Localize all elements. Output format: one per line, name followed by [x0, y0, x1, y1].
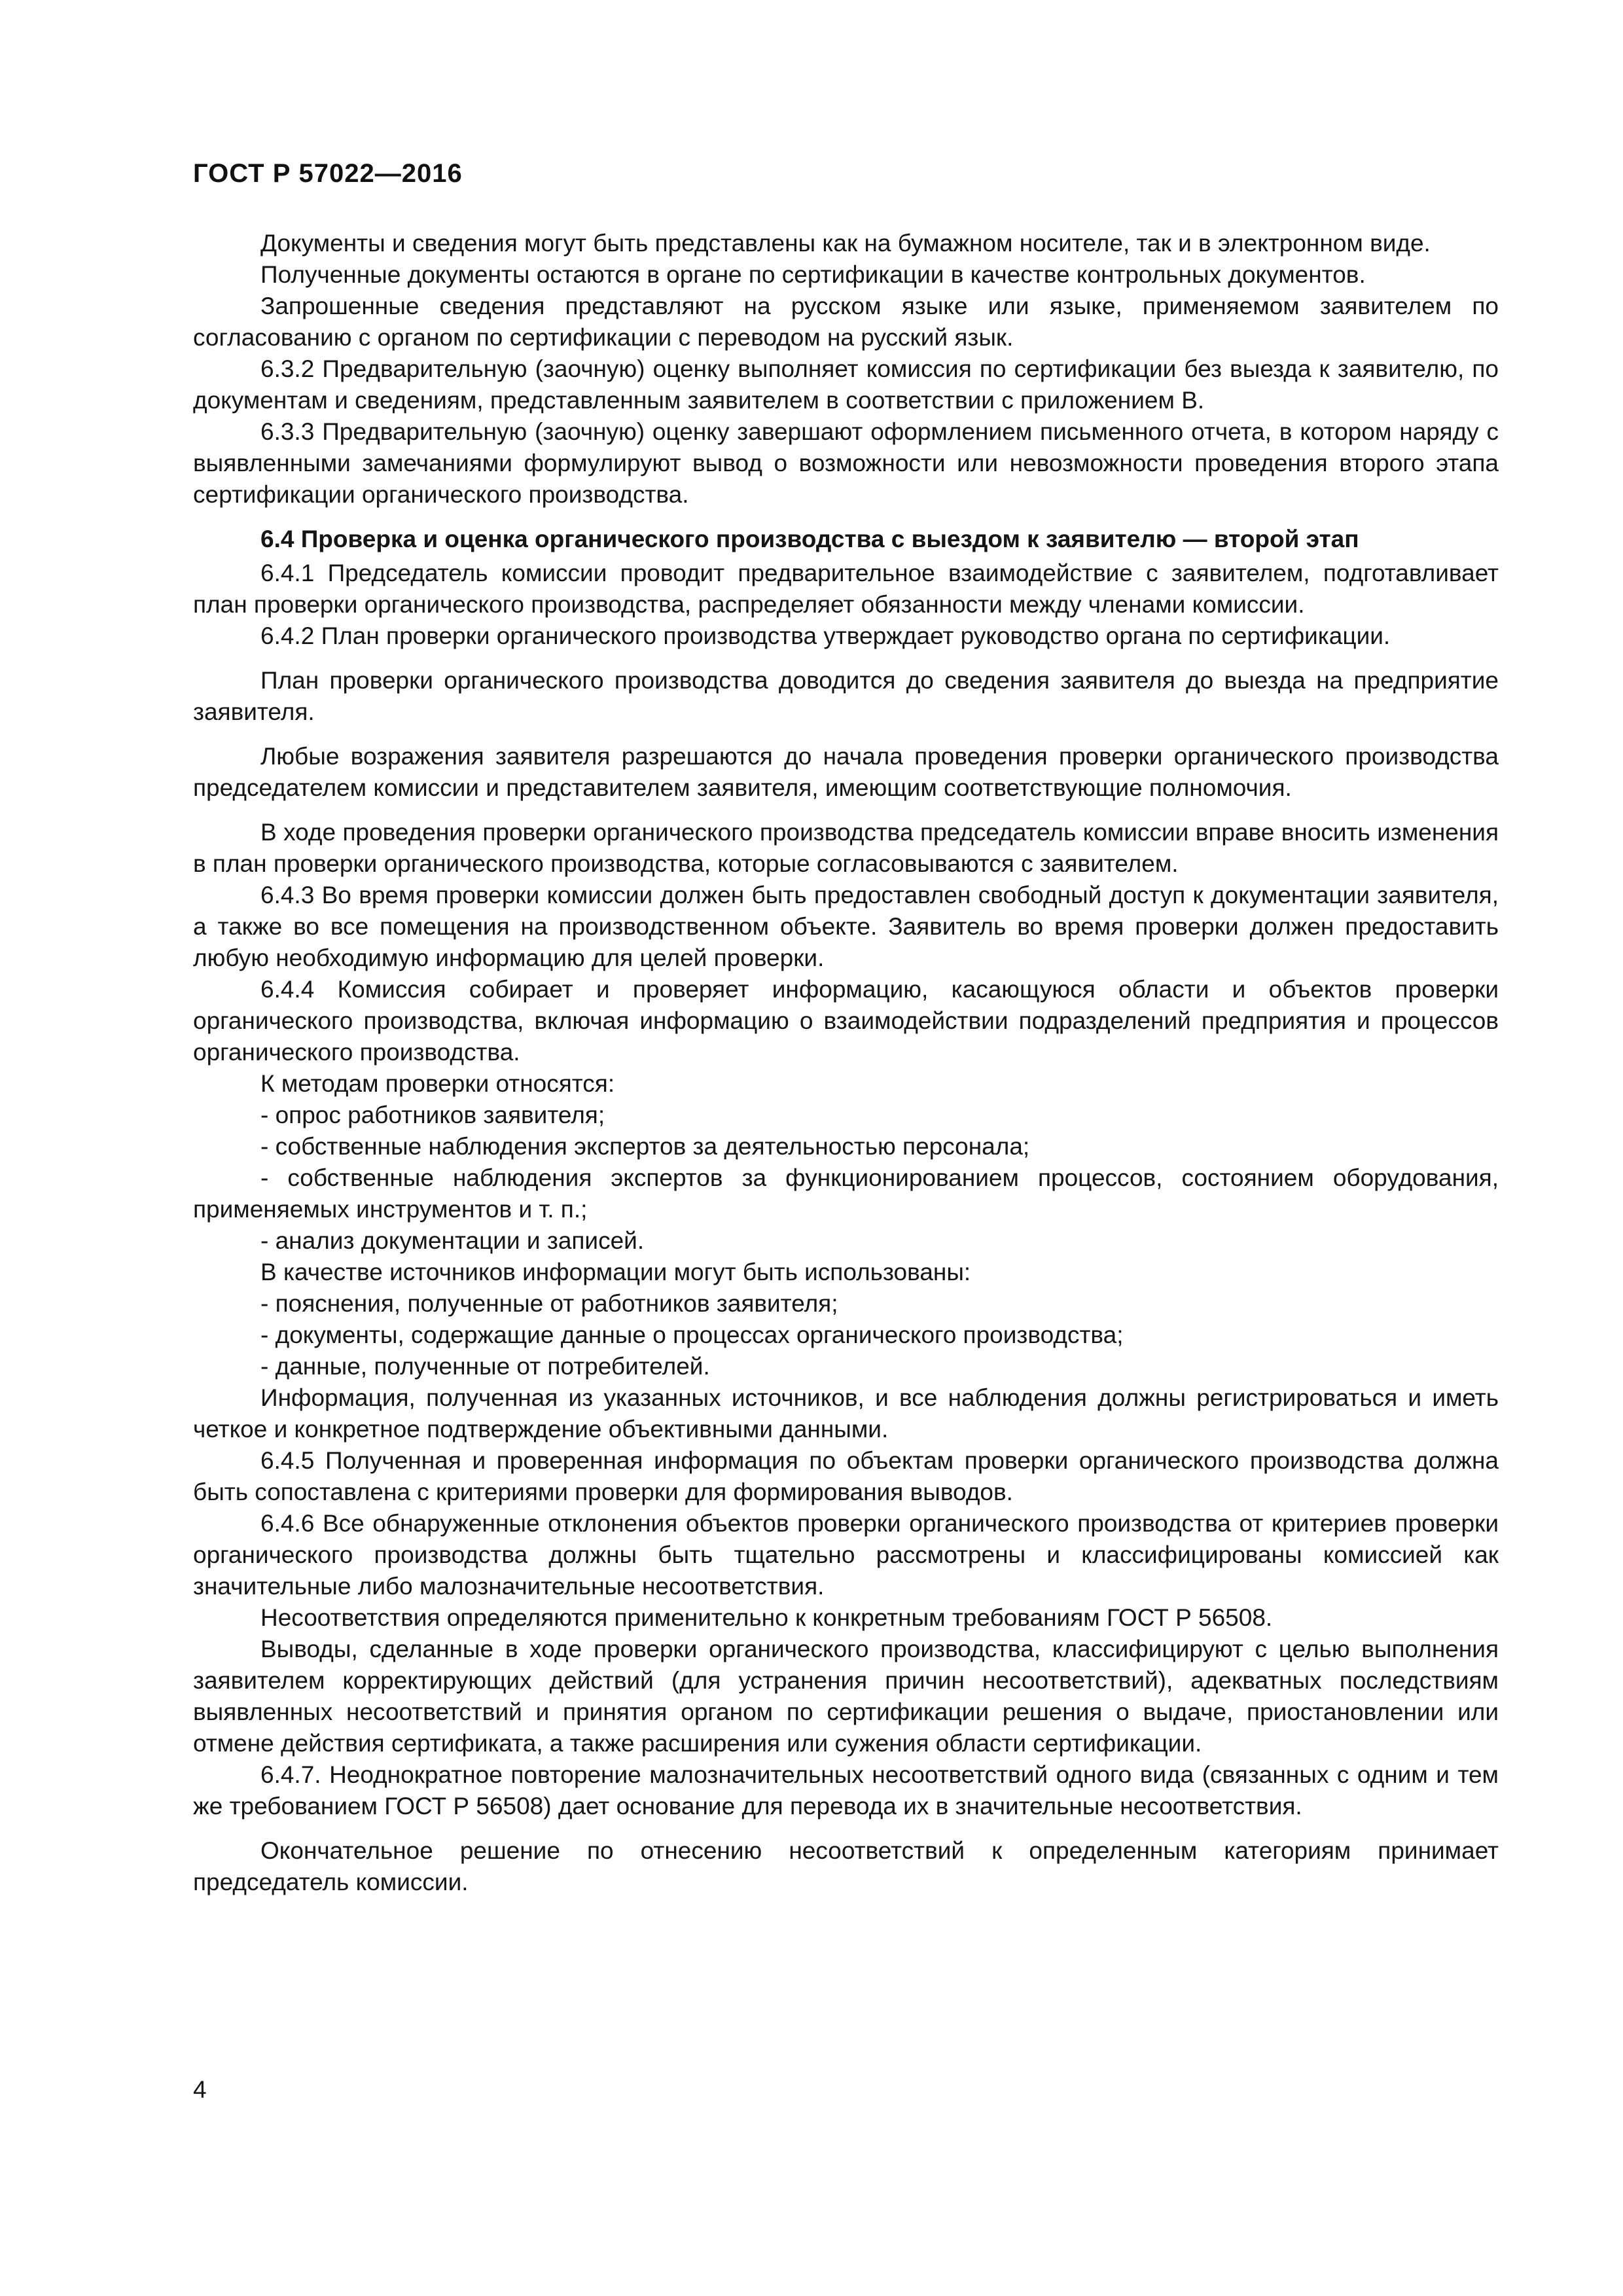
section-heading-6-4: 6.4 Проверка и оценка органического производства с выездом к заявителю — второй этап — [260, 526, 1359, 552]
list-item: - пояснения, полученные от работников заявителя; — [260, 1290, 838, 1317]
list-intro: К методам проверки относятся: — [260, 1070, 615, 1097]
list-item: - опрос работников заявителя; — [260, 1102, 605, 1128]
list-item: - собственные наблюдения экспертов за деятельностью персонала; — [260, 1133, 1030, 1160]
document-body — [193, 228, 1499, 1898]
clause-6-4-6: 6.4.6 Все обнаруженные отклонения объектов проверки органического производства от критериев проверки органического производства должны быть тщательно рассмотрены и классифицированы комиссией как значительные либо малозначительные несоответствия. — [193, 1510, 1499, 1600]
clause-6-4-4: 6.4.4 Комиссия собирает и проверяет информацию, касающуюся области и объектов проверки органического производства, включая информацию о взаимодействии подразделений предприятия и процессов органического производства. — [193, 976, 1499, 1066]
paragraph: Любые возражения заявителя разрешаются до начала проведения проверки органического производства председателем комиссии и представителем заявителя, имеющим соответствующие полномочия. — [193, 743, 1499, 801]
list-item: - документы, содержащие данные о процессах органического производства; — [260, 1321, 1124, 1348]
list-item: - анализ документации и записей. — [260, 1227, 645, 1254]
clause-6-4-7: 6.4.7. Неоднократное повторение малозначительных несоответствий одного вида (связанных с одним и тем же требованием ГОСТ Р 56508) дает основание для перевода их в значительные несоответствия. — [193, 1761, 1499, 1820]
clause-6-4-3: 6.4.3 Во время проверки комиссии должен быть предоставлен свободный доступ к документации заявителя, а также во все помещения на производственном объекте. Заявитель во время проверки должен предоставить любую необходимую информацию для целей проверки. — [193, 882, 1499, 971]
list-intro: В качестве источников информации могут быть использованы: — [260, 1259, 971, 1285]
paragraph: Запрошенные сведения представляют на русском языке или языке, применяемом заявителем по согласованию с органом по сертификации с переводом на русский язык. — [193, 293, 1499, 351]
paragraph: Выводы, сделанные в ходе проверки органического производства, классифицируют с целью выполнения заявителем корректирующих действий (для устранения причин несоответствий), адекватных последствиям выявленных несоответствий и принятия органом по сертификации решения о выдаче, приостановлении или отмене действия сертификата, а также расширения или сужения области сертификации. — [193, 1636, 1499, 1757]
clause-6-3-3: 6.3.3 Предварительную (заочную) оценку завершают оформлением письменного отчета, в котором наряду с выявленными замечаниями формулируют вывод о возможности или невозможности проведения второго этапа сертификации органического производства. — [193, 418, 1499, 508]
paragraph: Документы и сведения могут быть представлены как на бумажном носителе, так и в электронном виде. — [260, 230, 1431, 257]
paragraph: Информация, полученная из указанных источников, и все наблюдения должны регистрироваться и иметь четкое и конкретное подтверждение объективными данными. — [193, 1384, 1499, 1443]
page-number: 4 — [193, 2076, 207, 2103]
list-item: - данные, полученные от потребителей. — [260, 1353, 710, 1380]
clause-6-4-1: 6.4.1 Председатель комиссии проводит предварительное взаимодействие с заявителем, подготавливает план проверки органического производства, распределяет обязанности между членами комиссии. — [193, 560, 1499, 618]
paragraph: Окончательное решение по отнесению несоответствий к определенным категориям принимает председатель комиссии. — [193, 1837, 1499, 1895]
paragraph: В ходе проведения проверки органического производства председатель комиссии вправе вносить изменения в план проверки органического производства, которые согласовываются с заявителем. — [193, 819, 1499, 877]
paragraph: Полученные документы остаются в органе по сертификации в качестве контрольных документов. — [260, 261, 1366, 288]
clause-6-4-2: 6.4.2 План проверки органического производства утверждает руководство органа по сертификации. — [260, 622, 1391, 649]
clause-6-3-2: 6.3.2 Предварительную (заочную) оценку выполняет комиссия по сертификации без выезда к заявителю, по документам и сведениям, представленным заявителем в соответствии с приложением В. — [193, 355, 1499, 414]
paragraph: Несоответствия определяются применительно к конкретным требованиям ГОСТ Р 56508. — [260, 1604, 1273, 1631]
list-item: - собственные наблюдения экспертов за функционированием процессов, состоянием оборудования, применяемых инструментов и т. п.; — [193, 1164, 1499, 1223]
document-header: ГОСТ Р 57022—2016 — [193, 159, 463, 188]
clause-6-4-5: 6.4.5 Полученная и проверенная информация по объектам проверки органического производства должна быть сопоставлена с критериями проверки для формирования выводов. — [193, 1447, 1499, 1505]
paragraph: План проверки органического производства доводится до сведения заявителя до выезда на предприятие заявителя. — [193, 667, 1499, 725]
